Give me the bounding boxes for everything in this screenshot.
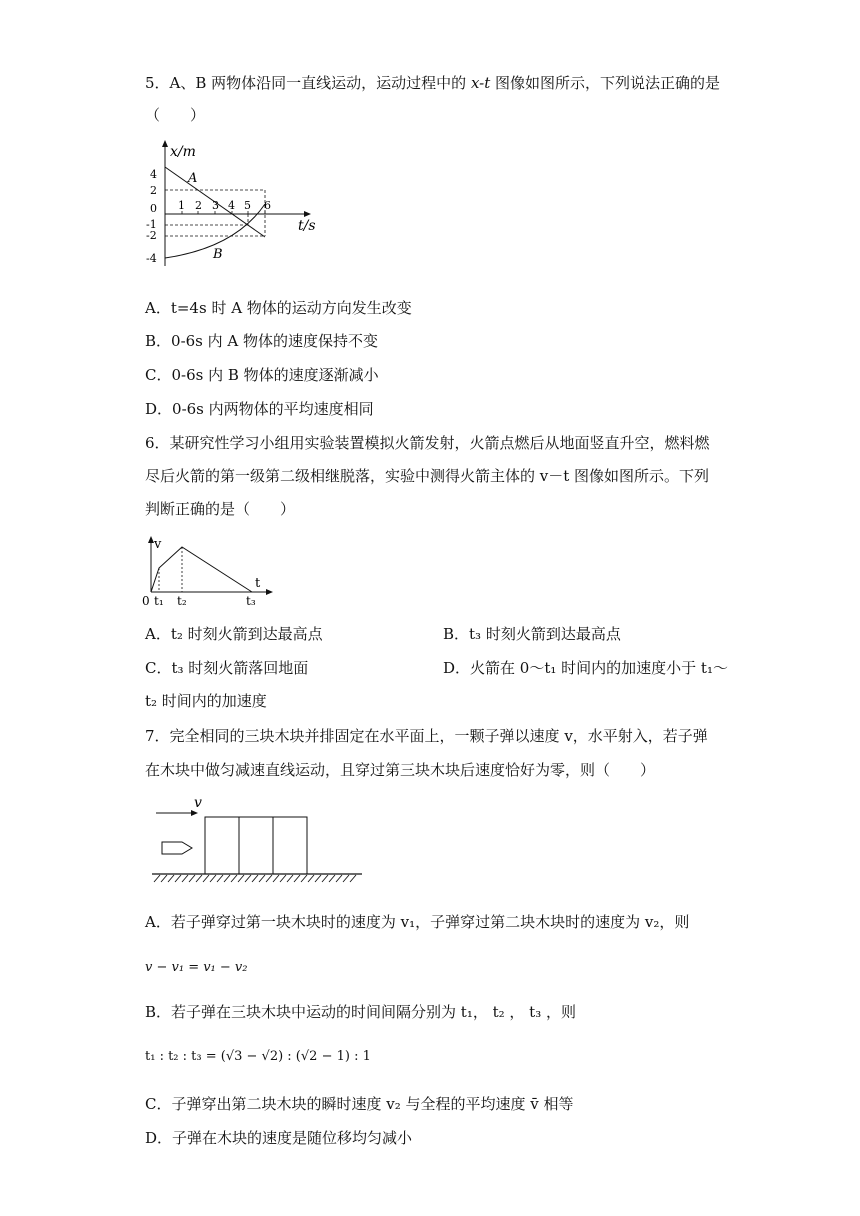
q5-stem-part2: 图像如图所示，下列说法正确的是	[490, 74, 721, 92]
q6-y-axis-label: v	[154, 537, 162, 552]
q7-formula-b: t₁ : t₂ : t₃ = (√3 − √2) : (√2 − 1) : 1	[145, 1049, 371, 1064]
q7-option-d: D．子弹在木块的速度是随位移均匀减小	[145, 1129, 413, 1147]
q7-bullet	[162, 842, 192, 854]
q5-ytick-2: 2	[150, 184, 157, 197]
q5-ytick-neg2: -2	[146, 229, 157, 242]
q5-label-b: B	[213, 247, 223, 262]
q6-stem-line2: 尽后火箭的第一级第二级相继脱落，实验中测得火箭主体的 v－t 图像如图所示。下列	[145, 467, 710, 485]
q6-option-b: B．t₃ 时刻火箭到达最高点	[443, 625, 621, 643]
q5-xt-graph	[140, 138, 330, 268]
q5-x-arrow	[304, 211, 311, 217]
q7-option-a: A．若子弹穿过第一块木块时的速度为 v₁，子弹穿过第二块木块时的速度为 v₂，则	[145, 913, 690, 931]
q5-x-axis-label: t/s	[298, 218, 316, 234]
q6-velocity-curve	[151, 547, 252, 592]
q5-option-a: A．t=4s 时 A 物体的运动方向发生改变	[145, 299, 412, 317]
q5-label-a: A	[188, 171, 198, 186]
q6-label-t1: t₁	[154, 594, 164, 608]
q5-option-d: D．0-6s 内两物体的平均速度相同	[145, 400, 374, 418]
q5-ytick-0: 0	[150, 202, 157, 215]
q7-formula-a: v − v₁ = v₁ − v₂	[145, 960, 248, 975]
q5-stem-part1: A、B 两物体沿同一直线运动，运动过程中的	[169, 74, 471, 92]
q5-xtick-3: 3	[212, 199, 219, 212]
q7-stem-line1: 7．完全相同的三块木块并排固定在水平面上，一颗子弹以速度 v，水平射入，若子弹	[145, 727, 708, 745]
q5-number: 5．	[145, 74, 170, 92]
q7-block-2	[239, 817, 273, 874]
q5-ytick-neg4: -4	[146, 252, 157, 265]
q6-origin: 0	[142, 594, 150, 608]
q6-label-t3: t₃	[246, 594, 256, 608]
q5-xtick-2: 2	[195, 199, 202, 212]
q6-label-t2: t₂	[177, 594, 187, 608]
q6-option-d-line2: t₂ 时间内的加速度	[145, 692, 267, 710]
q5-xtick-4: 4	[228, 199, 235, 212]
q5-stem	[145, 73, 720, 93]
q5-option-c: C．0-6s 内 B 物体的速度逐渐减小	[145, 366, 379, 384]
q7-blocks-diagram	[148, 795, 368, 887]
q5-ytick-neg1: -1	[146, 218, 157, 231]
q5-xtick-1: 1	[178, 199, 185, 212]
q5-stem-var: x-t	[470, 74, 491, 92]
q7-velocity-label: v	[194, 795, 202, 811]
q6-stem-line1: 6．某研究性学习小组用实验装置模拟火箭发射，火箭点燃后从地面竖直升空，燃料燃	[145, 434, 710, 452]
q6-vt-graph	[140, 534, 275, 610]
q7-block-3	[273, 817, 307, 874]
q7-option-c: C．子弹穿出第二块木块的瞬时速度 v₂ 与全程的平均速度 v̄ 相等	[145, 1095, 574, 1113]
q5-y-arrow	[162, 140, 168, 147]
q6-x-axis-label: t	[255, 576, 261, 591]
q6-option-d-line1: D．火箭在 0～t₁ 时间内的加速度小于 t₁～	[443, 659, 728, 677]
q7-ground-hatch	[154, 875, 356, 882]
q6-stem-line3: 判断正确的是（ ）	[145, 500, 296, 518]
q5-xtick-6: 6	[264, 199, 271, 212]
q7-stem-line2: 在木块中做匀减速直线运动，且穿过第三块木块后速度恰好为零，则（ ）	[145, 761, 656, 779]
q5-ytick-4: 4	[150, 168, 157, 181]
q6-option-a: A．t₂ 时刻火箭到达最高点	[145, 625, 323, 643]
q5-paren: （ ）	[145, 106, 206, 124]
q6-option-c: C．t₃ 时刻火箭落回地面	[145, 659, 309, 677]
q7-block-1	[205, 817, 239, 874]
q5-option-b: B．0-6s 内 A 物体的速度保持不变	[145, 332, 379, 350]
q5-y-axis-label: x/m	[170, 144, 196, 160]
q7-option-b: B．若子弹在三块木块中运动的时间间隔分别为 t₁， t₂ ， t₃ ，则	[145, 1003, 576, 1021]
q5-xtick-5: 5	[244, 199, 251, 212]
